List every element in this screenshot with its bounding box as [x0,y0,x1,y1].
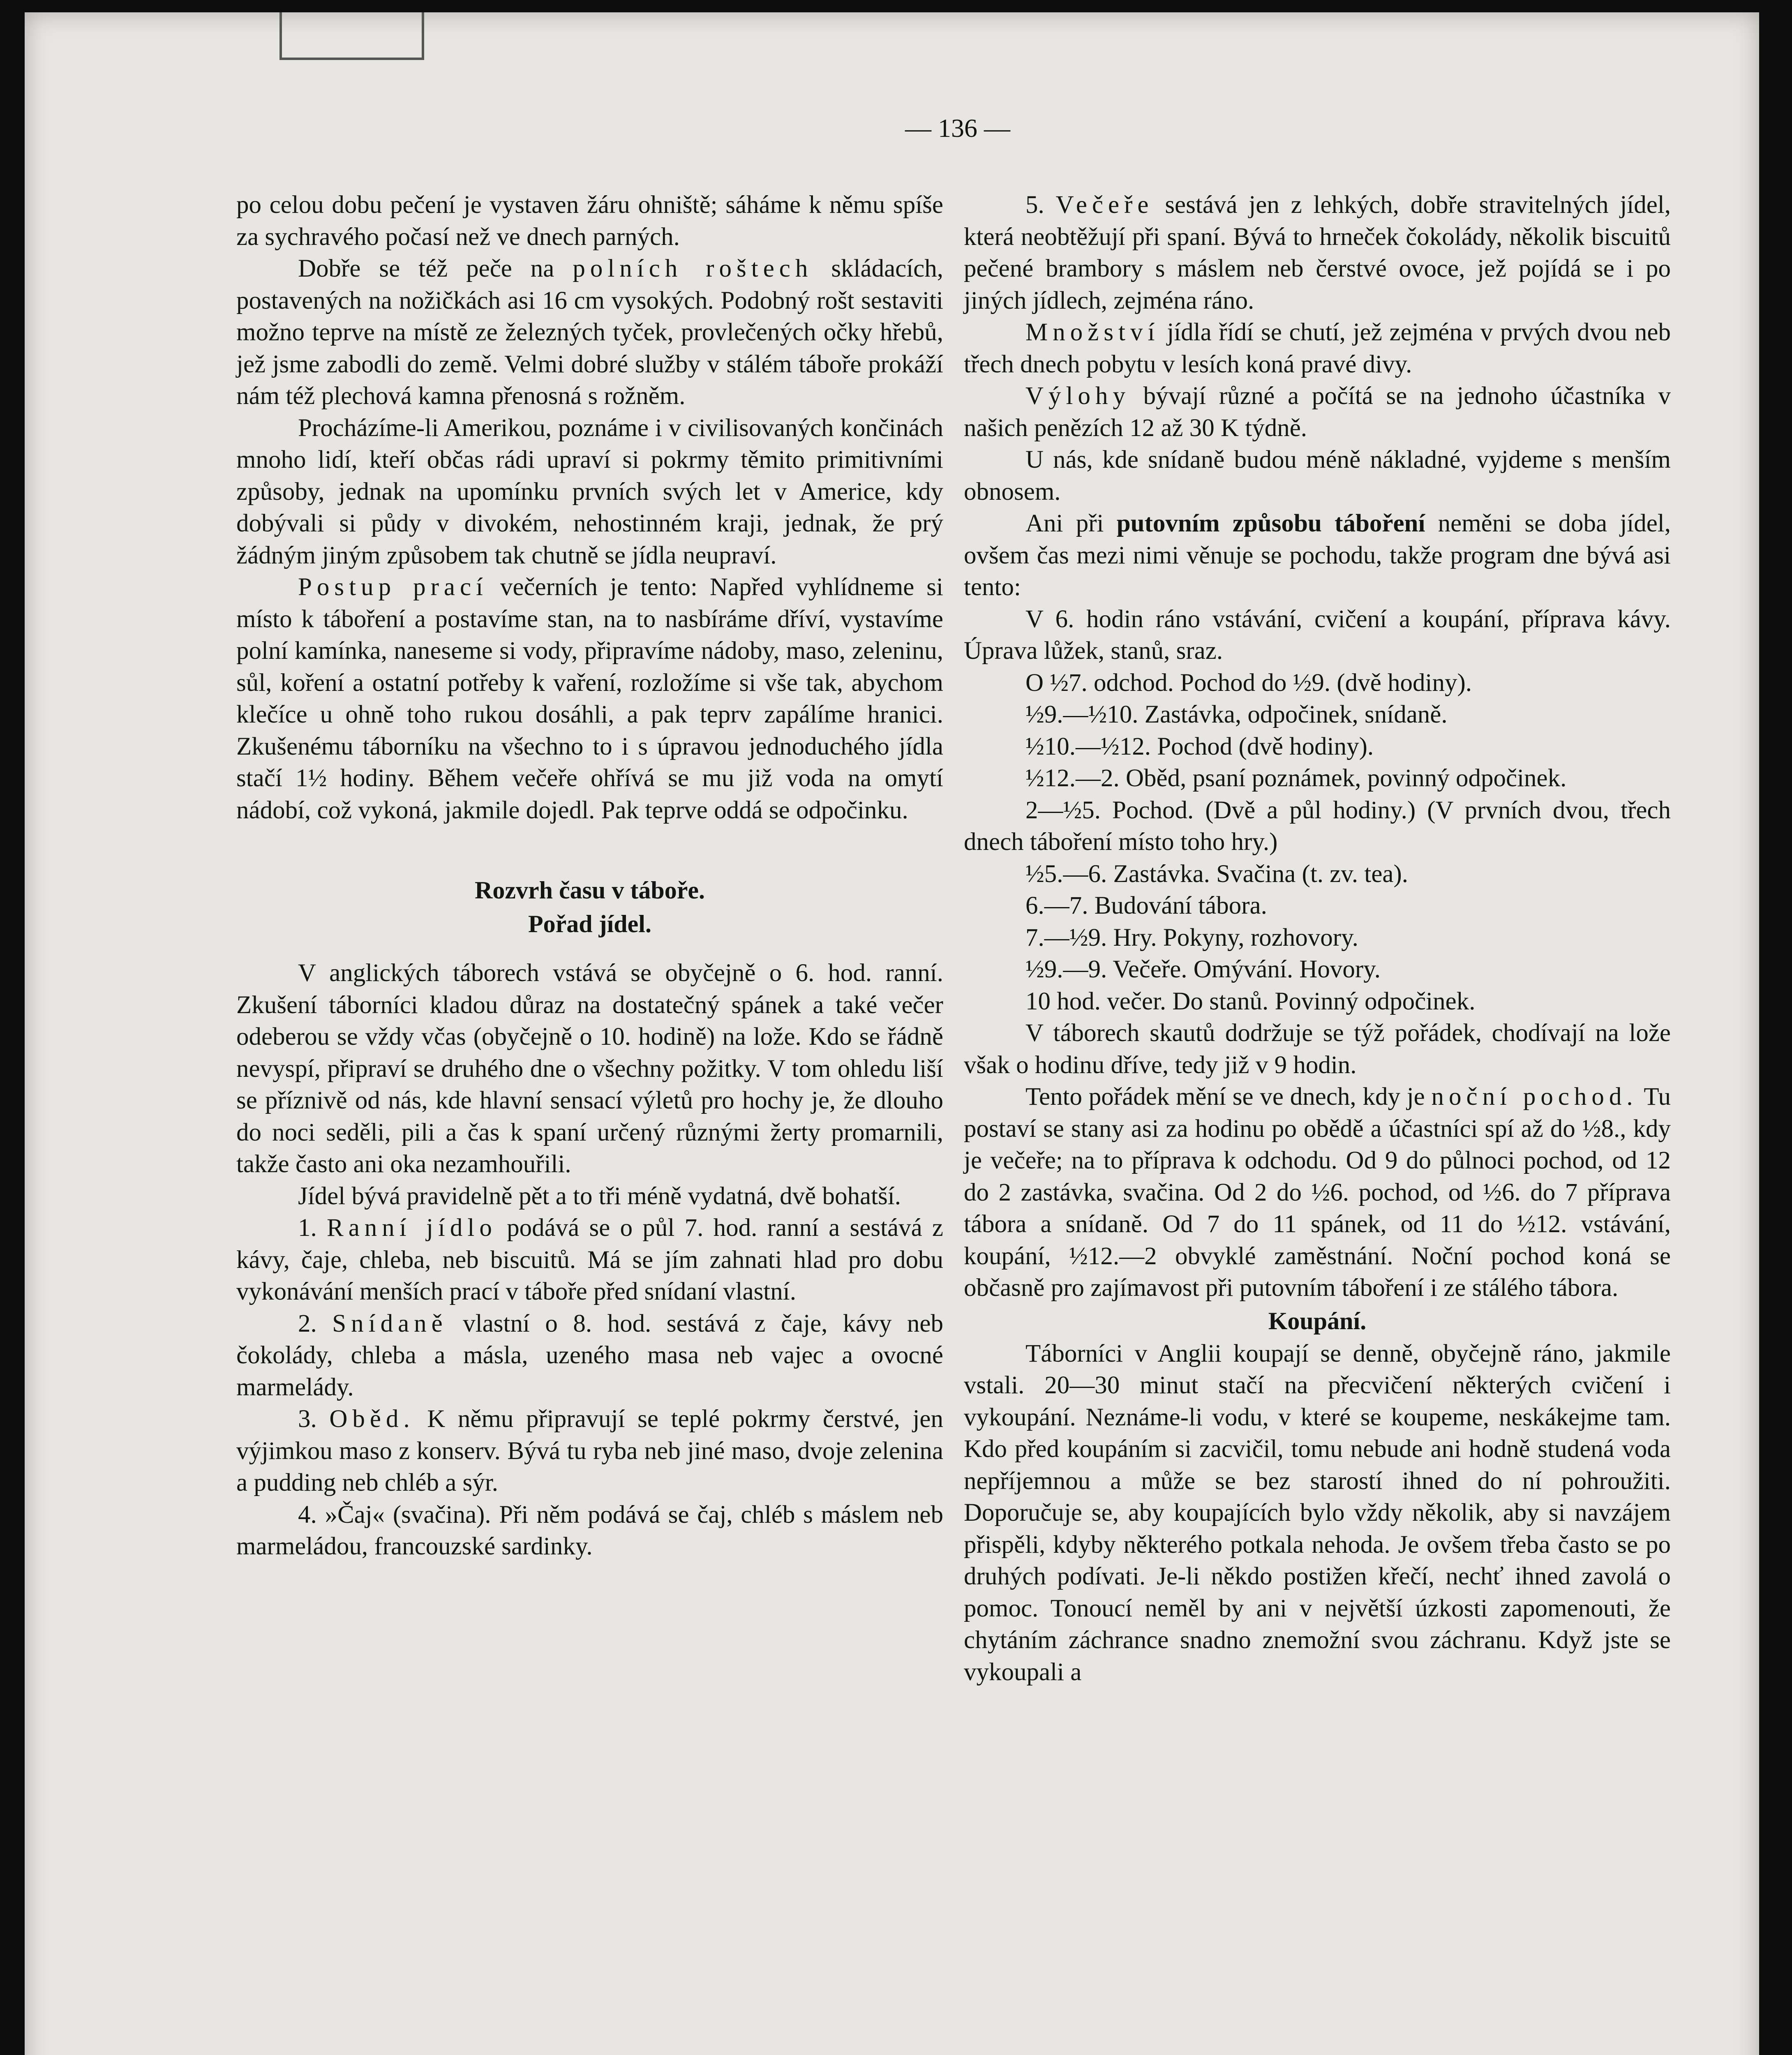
schedule-item: V 6. hodin ráno vstávání, cvičení a koupání, příprava kávy. Úprava lůžek, stanů, sraz. [964,605,1671,665]
schedule-item: 2—½5. Pochod. (Dvě a půl hodiny.) (V prvních dvou, třech dnech táboření místo toho hry.) [964,796,1671,856]
schedule-item: ½12.—2. Oběd, psaní poznámek, povinný odpočinek. [1025,764,1567,792]
schedule-item: 7.—½9. Hry. Pokyny, rozhovory. [1025,924,1358,951]
section-heading: Rozvrh času v táboře. [475,877,705,904]
schedule-item: 6.—7. Budování tábora. [1025,892,1267,919]
paragraph: Tento pořádek mění se ve dnech, kdy je noční pochod. Tu postaví se stany asi za hodinu po obědě a účastníci spí až do ½8., kdy je večeře; na to příprava k odchodu. Od 9 do půlnoci pochod, od 12 do 2 zastávka, svačina. Od 2 do ½6. pochod, od ½6. do 7 příprava tábora a snídaně. Od 7 do 11 spánek, od 11 do ½12. vstávání, koupání, ½12.—2 obvyklé zaměstnání. Noční pochod koná se občasně pro zajímavost při putovním táboření i ze stálého tábora. [964,1083,1671,1302]
paragraph: U nás, kde snídaně budou méně nákladné, vyjdeme s menším obnosem. [964,446,1671,506]
paragraph: po celou dobu pečení je vystaven žáru ohniště; sáháme k němu spíše za sychravého počasí než ve dnech parných. [236,191,943,251]
paragraph: 1. Ranní jídlo podává se o půl 7. hod. ranní a sestává z kávy, čaje, chleba, neb biscuitů. Má se jím zahnati hlad pro dobu vykonávání menších prací v táboře před snídaní vlastní. [236,1214,944,1305]
paragraph: Postup prací večerních je tento: Napřed vyhlídneme si místo k táboření a postavíme stan, na to nasbíráme dříví, vystavíme polní kamínka, naneseme si vody, připravíme nádoby, maso, zeleninu, sůl, koření a ostatní potřeby k vaření, rozložíme si vše tak, abychom klečíce u ohně toho rukou dosáhli, a pak teprv zapálíme hranici. Zkušenému táborníku na všechno to i s úpravou jednoduchého jídla stačí 1½ hodiny. Během večeře ohřívá se mu již voda na omytí nádobí, což vykoná, jakmile dojedl. Pak teprve oddá se odpočinku. [236,573,943,824]
paragraph: Dobře se též peče na polních roštech skládacích, postavených na nožičkách asi 16 cm vysokých. Podobný rošt sestaviti možno teprve na místě ze železných tyček, provlečených očky hřebů, jež jsme zabodli do země. Velmi dobré služby v stálém táboře prokáží nám též plechová kamna přenosná s rožněm. [236,255,944,410]
paragraph: 4. »Čaj« (svačina). Při něm podává se čaj, chléb s máslem neb marmeládou, francouzské sardinky. [236,1501,943,1560]
paragraph: Výlohy bývají různé a počítá se na jednoho účastníka v našich penězích 12 až 30 K týdně. [964,382,1671,442]
schedule-item: ½9.—9. Večeře. Omývání. Hovory. [1025,956,1381,983]
schedule-item: ½10.—½12. Pochod (dvě hodiny). [1025,732,1374,760]
schedule-item: O ½7. odchod. Pochod do ½9. (dvě hodiny). [1025,669,1472,697]
library-stamp [279,12,424,60]
paragraph: Ani při putovním způsobu táboření neměni se doba jídel, ovšem čas mezi nimi věnuje se pochodu, takže program dne bývá asi tento: [964,510,1671,601]
schedule-item: ½5.—6. Zastávka. Svačina (t. zv. tea). [1025,860,1409,888]
left-column [236,189,943,1563]
paragraph: Procházíme-li Amerikou, poznáme i v civilisovaných končinách mnoho lidí, kteří občas rádi upraví si pokrmy těmito primitivními způsoby, jednak na upomínku prvních svých let v Americe, kdy dobývali si půdy v divokém, nehostinném kraji, jednak, že prý žádným jiným způsobem tak chutně se jídla neupraví. [236,414,943,569]
schedule-item: ½9.—½10. Zastávka, odpočinek, snídaně. [1025,701,1448,728]
paragraph: 3. Oběd. K němu připravují se teplé pokrmy čerstvé, jen výjimkou maso z konserv. Bývá tu ryba neb jiné maso, dvoje zelenina a pudding neb chléb a sýr. [236,1405,943,1496]
section-subheading: Pořad jídel. [528,910,651,937]
paragraph: 5. Večeře sestává jen z lehkých, dobře stravitelných jídel, která neobtěžují při spaní. Bývá to hrneček čokolády, několik biscuitů pečené brambory s máslem neb čerstvé ovoce, jež pojídá se i po jiných jídlech, zejména ráno. [964,191,1671,314]
schedule-item: 10 hod. večer. Do stanů. Povinný odpočinek. [1025,987,1476,1015]
paragraph: V táborech skautů dodržuje se týž pořádek, chodívají na lože však o hodinu dříve, tedy již v 9 hodin. [964,1019,1671,1079]
paragraph: V anglických táborech vstává se obyčejně o 6. hod. ranní. Zkušení táborníci kladou důraz na dostatečný spánek a také večer odeberou se vždy včas (obyčejně o 10. hodině) na lože. Kdo se řádně nevyspí, připraví se druhého dne o všechny požitky. V tom ohledu liší se příznivě od nás, kde hlavní sensací výletů pro hochy je, že dlouho do noci seděli, pili a čas k spaní určený různými žerty promarnili, takže často ani oka nezamhouřili. [236,959,943,1178]
book-page [25,12,1759,2055]
right-column [964,189,1671,1688]
page-number: — 136 — [905,113,1010,143]
paragraph: Množství jídla řídí se chutí, jež zejména v prvých dvou neb třech dnech pobytu v lesích koná pravé divy. [964,319,1671,378]
paragraph: Táborníci v Anglii koupají se denně, obyčejně ráno, jakmile vstali. 20—30 minut stačí na přecvičení některých cvičení i vykoupání. Neznáme-li vodu, v které se koupeme, neskákejme tam. Kdo před koupáním si zacvičil, tomu nebude ani hodně studená voda nepříjemnou a může se bez starostí ihned do ní pohroužiti. Doporučuje se, aby koupajících bylo vždy několik, aby si navzájem přispěli, kdyby některého potkala nehoda. Je ovšem třeba často se po druhých podívati. Je-li někdo postižen křečí, nechť ihned zavolá o pomoc. Tonoucí neměl by ani v největší úzkosti zapomenouti, že chytáním záchrance snadno znemožní svou záchranu. Když jste se vykoupali a [964,1339,1671,1686]
section-heading: Koupání. [1268,1307,1367,1335]
paragraph: Jídel bývá pravidelně pět a to tři méně vydatná, dvě bohatší. [298,1182,901,1210]
paragraph: 2. Snídaně vlastní o 8. hod. sestává z čaje, kávy neb čokolády, chleba a másla, uzeného masa neb vajec a ovocné marmelády. [236,1309,944,1401]
